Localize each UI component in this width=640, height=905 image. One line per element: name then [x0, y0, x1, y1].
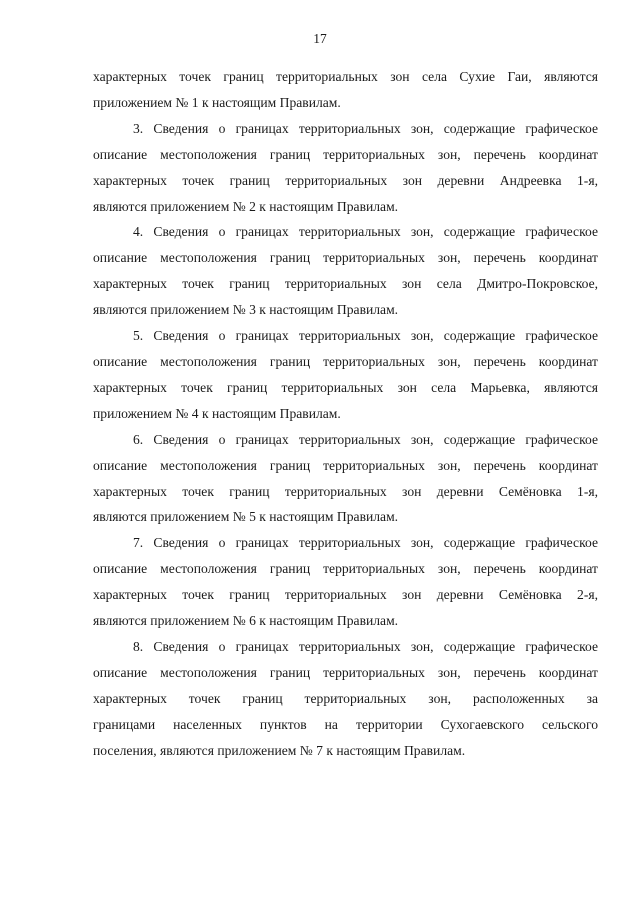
page-number: 17: [313, 31, 327, 46]
text-line: 3. Сведения о границах территориальных зон, содержащие графическое: [133, 120, 598, 136]
text-line: описание местоположения границ территориальных зон, перечень координат: [93, 664, 598, 680]
paragraph: [93, 427, 598, 531]
text-line: описание местоположения границ территориальных зон, перечень координат: [93, 353, 598, 369]
text-line: являются приложением № 5 к настоящим Правилам.: [93, 509, 399, 525]
text-line: границами населенных пунктов на территории Сухогаевского сельского: [93, 716, 598, 732]
text-line: характерных точек границ территориальных зон деревни Андреевка 1-я,: [93, 172, 598, 188]
text-line: поселения, являются приложением № 7 к настоящим Правилам.: [93, 742, 466, 758]
paragraph: [93, 219, 598, 323]
text-line: характерных точек границ территориальных зон села Марьевка, являются: [93, 379, 598, 395]
text-line: характерных точек границ территориальных зон села Сухие Гаи, являются: [93, 69, 598, 84]
text-line: являются приложением № 2 к настоящим Правилам.: [93, 198, 399, 214]
text-line: 8. Сведения о границах территориальных зон, содержащие графическое: [133, 638, 598, 654]
paragraph: [93, 323, 598, 427]
text-line: характерных точек границ территориальных зон деревни Семёновка 2-я,: [93, 587, 598, 603]
text-line: являются приложением № 3 к настоящим Правилам.: [93, 302, 399, 318]
paragraph: [93, 64, 598, 116]
text-line: описание местоположения границ территориальных зон, перечень координат: [93, 561, 598, 577]
paragraph: [93, 634, 598, 764]
body-text: [93, 64, 598, 763]
text-line: характерных точек границ территориальных зон, расположенных за: [93, 690, 598, 706]
paragraph: [93, 116, 598, 220]
text-line: 4. Сведения о границах территориальных зон, содержащие графическое: [133, 224, 598, 240]
text-line: характерных точек границ территориальных зон деревни Семёновка 1-я,: [93, 483, 598, 499]
text-line: описание местоположения границ территориальных зон, перечень координат: [93, 457, 598, 473]
text-line: описание местоположения границ территориальных зон, перечень координат: [93, 250, 598, 266]
text-line: приложением № 1 к настоящим Правилам.: [93, 94, 341, 110]
text-line: 6. Сведения о границах территориальных зон, содержащие графическое: [133, 431, 598, 447]
text-line: приложением № 4 к настоящим Правилам.: [93, 405, 341, 421]
text-line: 7. Сведения о границах территориальных зон, содержащие графическое: [133, 535, 598, 551]
text-line: характерных точек границ территориальных зон села Дмитро-Покровское,: [93, 276, 598, 292]
text-line: 5. Сведения о границах территориальных зон, содержащие графическое: [133, 328, 598, 344]
text-line: описание местоположения границ территориальных зон, перечень координат: [93, 146, 598, 162]
text-line: являются приложением № 6 к настоящим Правилам.: [93, 613, 399, 629]
paragraph: [93, 530, 598, 634]
